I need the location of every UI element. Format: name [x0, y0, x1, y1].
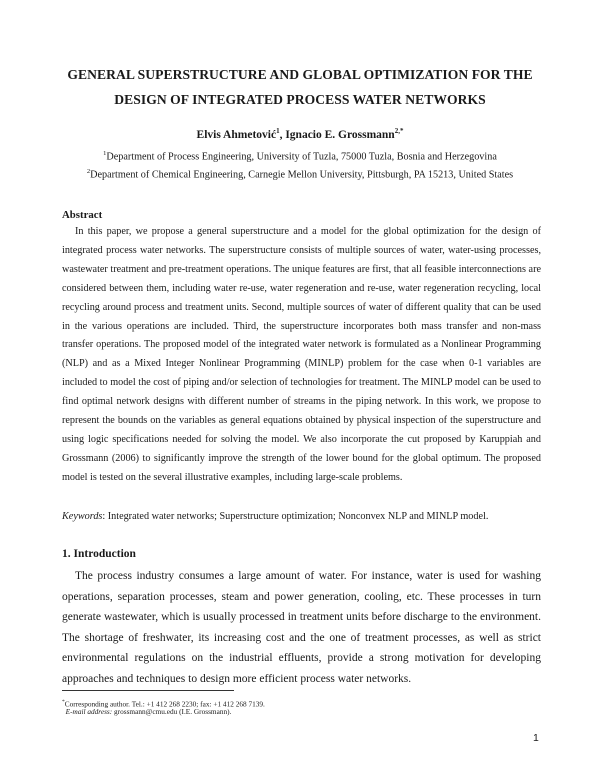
title-line-2: DESIGN OF INTEGRATED PROCESS WATER NETWORKS: [114, 92, 486, 107]
abstract-body: In this paper, we propose a general superstructure and a model for the global optimization for the design of integrated process water networks. The superstructure consists of multiple sources of water, water-using processes, wastewater treatment and pre-treatment operations. The unique features are first, that all feasible interconnections are considered between them, including water re-use, water regeneration and re-use, water regeneration recycling, local recycling around process and treatment units. Second, multiple sources of water of different quality that can be used in the various operations are included. Third, the superstructure incorporates both mass transfer and non-mass transfer operations. The proposed model of the integrated water network is formulated as a Nonlinear Programming (NLP) and as a Mixed Integer Nonlinear Programming (MINLP) problem for the case when 0-1 variables are included to model the cost of piping and/or selection of technologies for treatment. The MINLP model can be used to find optimal network designs with different number of streams in the piping network. In this work, we propose to represent the bounds on the variables as general equations obtained by physical inspection of the superstructure and using logic specifications needed for solving the model. We also incorporate the cut proposed by Karuppiah and Grossmann (2006) to significantly improve the strength of the lower bound for the global optimum. The proposed model is tested on the several illustrative examples, including large-scale problems.: [62, 226, 541, 483]
paper-title: [40, 62, 560, 112]
author-list: [40, 127, 560, 141]
author-1: Elvis Ahmetović: [196, 128, 277, 141]
affiliation-2: [40, 168, 560, 180]
author-2: Ignacio E. Grossmann: [285, 128, 395, 141]
affiliation-1-mark: 1: [103, 150, 107, 157]
introduction-heading: 1. Introduction: [62, 548, 136, 560]
footnote-email-text: grossmann@cmu.edu (I.E. Grossmann).: [114, 707, 232, 716]
keywords-label: Keywords: [62, 511, 103, 522]
footnote-email: [62, 707, 541, 717]
affiliation-1: [40, 150, 560, 162]
footnote-mark: *: [62, 699, 65, 705]
footnote-email-label: E-mail address:: [65, 707, 115, 716]
affiliation-2-text: Department of Chemical Engineering, Carnegie Mellon University, Pittsburgh, PA 15213, United States: [90, 169, 514, 181]
footnote-divider: [62, 690, 234, 691]
affiliation-2-mark: 2: [86, 168, 91, 175]
author-separator: ,: [279, 128, 286, 141]
title-line-1: GENERAL SUPERSTRUCTURE AND GLOBAL OPTIMIZATION FOR THE: [67, 67, 533, 82]
author-2-affiliation-mark: 2,*: [394, 127, 404, 135]
abstract-heading: Abstract: [62, 209, 103, 221]
page-number: 1: [533, 732, 539, 744]
footnote-corresponding-text: Corresponding author. Tel.: +1 412 268 2230; fax: +1 412 268 7139.: [64, 699, 265, 709]
author-1-affiliation-mark: 1: [276, 127, 280, 135]
affiliation-1-text: Department of Process Engineering, University of Tuzla, 75000 Tuzla, Bosnia and Herzegovina: [106, 151, 497, 163]
keywords-text: : Integrated water networks; Superstructure optimization; Nonconvex NLP and MINLP model.: [102, 511, 489, 522]
keywords: [62, 511, 541, 522]
introduction-body: The process industry consumes a large amount of water. For instance, water is used for washing operations, separation processes, steam and power generation, cooling, etc. These processes in turn generate wastewater, which is usually processed in treatment units before discharge to the environment. The shortage of freshwater, its increasing cost and the one of treatment processes, as well as strict environmental regulations on the industrial effluents, provide a strong motivation for developing approaches and techniques to design more efficient process water networks.: [62, 570, 541, 685]
